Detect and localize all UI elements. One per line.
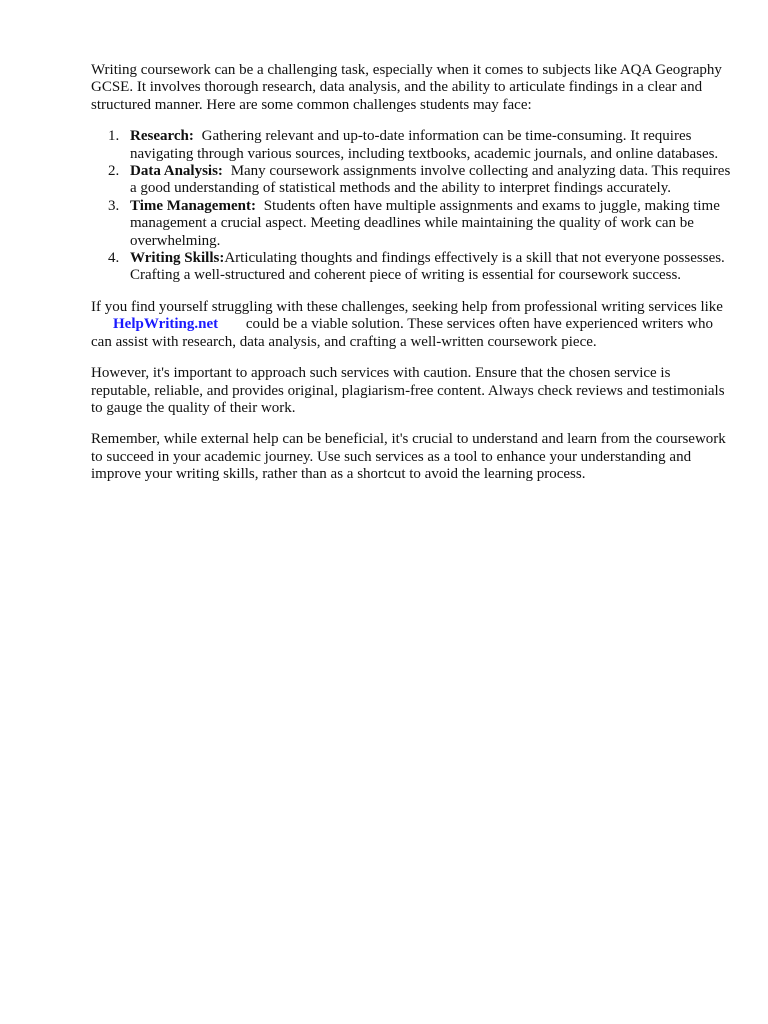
list-item-research <box>91 128 731 163</box>
list-item-number: 2. <box>108 163 120 180</box>
list-item-data-analysis <box>91 163 731 198</box>
list-item-number: 3. <box>108 197 120 214</box>
list-item-writing-skills <box>91 250 731 285</box>
list-item-time-management <box>91 198 731 250</box>
challenges-list <box>91 128 731 285</box>
help-paragraph <box>91 299 731 351</box>
helpwriting-link[interactable]: HelpWriting.net <box>113 316 219 333</box>
list-item-text: Gathering relevant and up-to-date information can be time-consuming. It requires navigating through various sources, including textbooks, academic journals, and online databases. <box>130 128 719 162</box>
list-item-number: 1. <box>108 128 120 145</box>
list-item-term: Data Analysis: <box>130 163 223 180</box>
list-item-text: Many coursework assignments involve collecting and analyzing data. This requires a good understanding of statistical methods and the ability to interpret findings accurately. <box>130 163 731 197</box>
list-item-text: Articulating thoughts and findings effectively is a skill that not everyone possesses. Crafting a well-structured and coherent piece of writing is essential for coursework success. <box>130 250 725 284</box>
list-item-term: Research: <box>130 128 194 145</box>
remember-paragraph: Remember, while external help can be beneficial, it's crucial to understand and learn from the coursework to succeed in your academic journey. Use such services as a tool to enhance your understanding and improve your writing skills, rather than as a shortcut to avoid the learning process. <box>91 431 726 483</box>
help-text-after: could be a viable solution. These services often have experienced writers who can assist with research, data analysis, and crafting a well-written coursework piece. <box>91 316 713 350</box>
list-item-term: Writing Skills: <box>130 250 225 267</box>
intro-paragraph: Writing coursework can be a challenging task, especially when it comes to subjects like AQA Geography GCSE. It involves thorough research, data analysis, and the ability to articulate findings in a clear and structured manner. Here are some common challenges students may face: <box>91 62 722 113</box>
list-item-text: Students often have multiple assignments and exams to juggle, making time management a crucial aspect. Meeting deadlines while maintaining the quality of work can be overwhelming. <box>130 197 720 249</box>
help-text-before: If you find yourself struggling with these challenges, seeking help from professional writing services like <box>91 298 723 315</box>
document-body <box>91 62 731 498</box>
list-item-number: 4. <box>108 250 120 267</box>
caution-paragraph: However, it's important to approach such services with caution. Ensure that the chosen service is reputable, reliable, and provides original, plagiarism-free content. Always check reviews and testimonials to gauge the quality of their work. <box>91 365 725 416</box>
list-item-term: Time Management: <box>130 197 256 214</box>
